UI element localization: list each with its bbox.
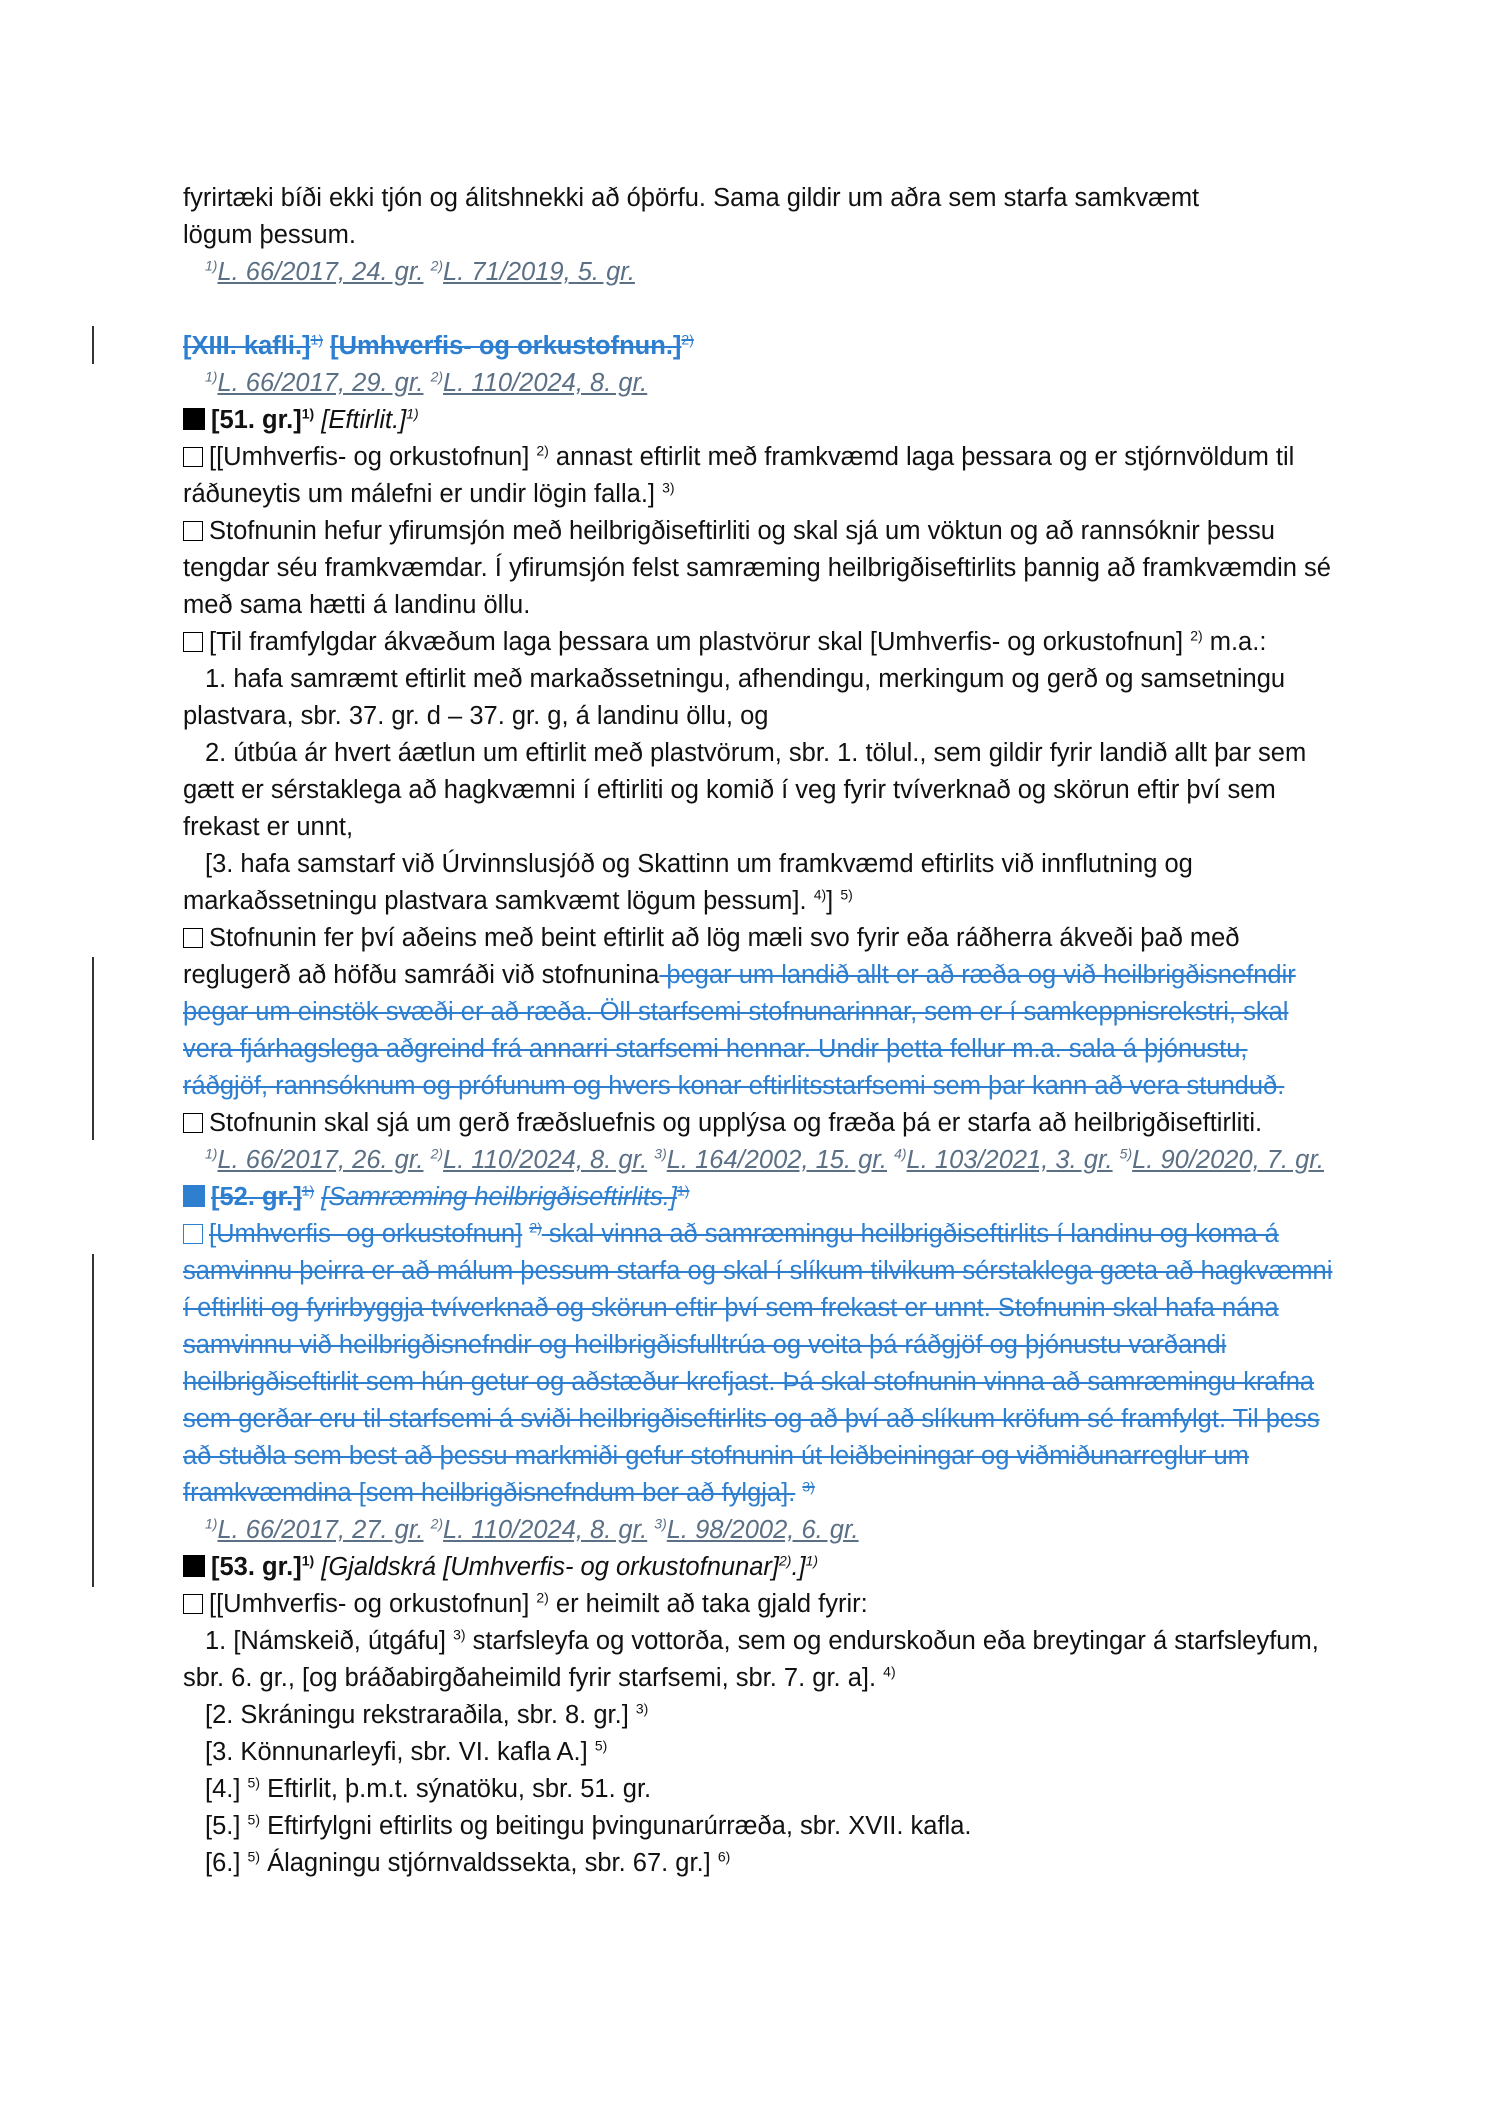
ref-link[interactable]: L. 66/2017, 27. gr.: [217, 1516, 424, 1544]
paragraph-marker-icon: [183, 447, 203, 467]
footnote-refs: $^{1)}$L. 66/2017, 26. gr. $^{2)}$L. 110/2024, 8. gr. $^{3)}$L. 164/2002, 15. gr. $^{4)}$L. 103/2021, 3. gr. $^{5)}$L. 90/2020, 7. gr.: [205, 1145, 1324, 1174]
list-item: [6.] $^{5)}$ Álagningu stjórnvaldssekta, sbr. 67. gr.] $^{6)}$: [205, 1848, 731, 1877]
article-heading: [52. gr.]$^{1)}$ [Samræming heilbrigðiseftirlits.]$^{1)}$: [183, 1179, 1333, 1216]
list-item: [4.] $^{5)}$ Eftirlit, þ.m.t. sýnatöku, sbr. 51. gr.: [205, 1774, 652, 1803]
ref-link[interactable]: L. 71/2019, 5. gr.: [443, 258, 635, 286]
paragraph: [[Umhverfis- og orkustofnun] $^{2)}$ annast eftirlit með framkvæmd laga þessara og er stjórnvöldum til ráðuneytis um málefni er undir lögin falla.] $^{3)}$: [183, 442, 1295, 508]
article-marker-icon: [183, 1555, 205, 1577]
paragraph: [Til framfylgdar ákvæðum laga þessara um plastvörur skal [Umhverfis- og orkustofnun] $^{2)}$ m.a.:: [183, 624, 1333, 661]
ref-link[interactable]: L. 90/2020, 7. gr.: [1132, 1146, 1324, 1174]
change-bar: [92, 1254, 94, 1587]
list-item: 1. [Námskeið, útgáfu] $^{3)}$ starfsleyfa og vottorða, sem og endurskoðun eða breytingar á starfsleyfum, sbr. 6. gr., [og bráðabirgðaheimild fyrir starfsemi, sbr. 7. gr. a]. $^{4)}$: [183, 1626, 1319, 1692]
list-item: [5.] $^{5)}$ Eftirfylgni eftirlits og beitingu þvingunarúrræða, sbr. XVII. kafla.: [205, 1811, 972, 1840]
ref-link[interactable]: L. 110/2024, 8. gr.: [443, 1146, 648, 1174]
chapter-heading: [XIII. kafli.]$^{1)}$ [Umhverfis- og orkustofnun.]$^{2)}$: [183, 331, 694, 360]
article-heading: [53. gr.]$^{1)}$ [Gjaldskrá [Umhverfis- og orkustofnunar]$^{2)}$.]$^{1)}$: [183, 1549, 1333, 1586]
ref-link[interactable]: L. 66/2017, 29. gr.: [217, 369, 424, 397]
list-item: [3. hafa samstarf við Úrvinnslusjóð og Skattinn um framkvæmd eftirlits við innflutning og markaðssetningu plastvara samkvæmt lögum þessum]. $^{4)}$] $^{5)}$: [183, 850, 1193, 915]
ref-link[interactable]: L. 66/2017, 26. gr.: [217, 1146, 424, 1174]
list-item: [2. Skráningu rekstraraðila, sbr. 8. gr.] $^{3)}$: [205, 1700, 649, 1729]
list-item: 2. útbúa ár hvert áætlun um eftirlit með plastvörum, sbr. 1. tölul., sem gildir fyrir landið allt þar sem gætt er sérstaklega að hagkvæmni í eftirliti og komið í veg fyrir tvíverknað og skörun eftir því sem frekast er unnt,: [183, 739, 1307, 841]
paragraph: [Umhverfis- og orkustofnun] $^{2)}$ skal vinna að samræmingu heilbrigðiseftirlits í landinu og koma á samvinnu þeirra er að málum þessum starfa og skal í slíkum tilvikum sérstaklega gæta að hagkvæmni í eftirliti og fyrirbyggja tvíverknað og skörun eftir því sem frekast er unnt. Stofnunin skal hafa nána samvinnu við heilbrigðisnefndir og heilbrigðisfulltrúa og veita þá ráðgjöf og þjónustu varðandi heilbrigðiseftirlit sem hún getur og aðstæður krefjast. Þá skal stofnunin vinna að samræmingu krafna sem gerðar eru til starfsemi á sviði heilbrigðiseftirlits og að því að slíkum kröfum sé framfylgt. Til þess að stuðla sem best að þessu markmiði gefur stofnunin út leiðbeiningar og viðmiðunarreglur um framkvæmdina [sem heilbrigðisnefndum ber að fylgja]. $^{3)}$: [183, 1219, 1333, 1507]
change-bar: [92, 326, 94, 364]
list-item: [3. Könnunarleyfi, sbr. VI. kafla A.] $^{5)}$: [205, 1737, 608, 1766]
ref-link[interactable]: L. 110/2024, 8. gr.: [443, 369, 648, 397]
paragraph-marker-icon: [183, 1224, 203, 1244]
paragraph-marker-icon: [183, 1594, 203, 1614]
ref-link[interactable]: L. 103/2021, 3. gr.: [906, 1146, 1113, 1174]
paragraph-marker-icon: [183, 1113, 203, 1133]
paragraph-marker-icon: [183, 928, 203, 948]
change-bar: [92, 957, 94, 1140]
article-marker-icon: [183, 1185, 205, 1207]
paragraph: Stofnunin hefur yfirumsjón með heilbrigðiseftirliti og skal sjá um vöktun og að rannsóknir þessu tengdar séu framkvæmdar. Í yfirumsjón felst samræming heilbrigðiseftirlits þannig að framkvæmdin sé með sama hætti á landinu öllu.: [183, 517, 1331, 619]
intro-text: fyrirtæki bíði ekki tjón og álitshnekki að óþörfu. Sama gildir um aðra sem starfa samkvæmt lögum þessum.: [183, 184, 1200, 249]
paragraph: Stofnunin fer því aðeins með beint eftirlit að lög mæli svo fyrir eða ráðherra ákveði það með reglugerð að höfðu samráði við stofnunina þegar um landið allt er að ræða og við heilbrigðisnefndir þegar um einstök svæði er að ræða. Öll starfsemi stofnunarinnar, sem er í samkeppnisrekstri, skal vera fjárhagslega aðgreind frá annarri starfsemi hennar. Undir þetta fellur m.a. sala á þjónustu, ráðgjöf, rannsóknum og prófunum og hvers konar eftirlitsstarfsemi sem þar kann að vera stunduð.: [183, 924, 1296, 1100]
footnote-refs: $^{1)}$L. 66/2017, 29. gr. $^{2)}$L. 110/2024, 8. gr.: [205, 368, 648, 397]
ref-link[interactable]: L. 164/2002, 15. gr.: [666, 1146, 887, 1174]
ref-link[interactable]: L. 66/2017, 24. gr.: [217, 258, 424, 286]
footnote-refs: $^{1)}$L. 66/2017, 27. gr. $^{2)}$L. 110/2024, 8. gr. $^{3)}$L. 98/2002, 6. gr.: [205, 1515, 859, 1544]
ref-link[interactable]: L. 110/2024, 8. gr.: [443, 1516, 648, 1544]
ref-link[interactable]: L. 98/2002, 6. gr.: [666, 1516, 859, 1544]
deleted-text: þegar um landið allt er að ræða og við heilbrigðisnefndir þegar um einstök svæði er að ræða. Öll starfsemi stofnunarinnar, sem er í samkeppnisrekstri, skal vera fjárhagslega aðgreind frá annarri starfsemi hennar. Undir þetta fellur m.a. sala á þjónustu, ráðgjöf, rannsóknum og prófunum og hvers konar eftirlitsstarfsemi sem þar kann að vera stunduð.: [183, 961, 1296, 1100]
list-item: 1. hafa samræmt eftirlit með markaðssetningu, afhendingu, merkingum og gerð og samsetningu plastvara, sbr. 37. gr. d – 37. gr. g, á landinu öllu, og: [183, 665, 1286, 730]
document-page: [183, 180, 1333, 1882]
article-marker-icon: [183, 408, 205, 430]
paragraph-marker-icon: [183, 521, 203, 541]
footnote-refs: $^{1)}$L. 66/2017, 24. gr. $^{2)}$L. 71/2019, 5. gr.: [205, 257, 635, 286]
paragraph: Stofnunin skal sjá um gerð fræðsluefnis og upplýsa og fræða þá er starfa að heilbrigðiseftirliti.: [183, 1105, 1333, 1142]
paragraph-marker-icon: [183, 632, 203, 652]
paragraph: [[Umhverfis- og orkustofnun] $^{2)}$ er heimilt að taka gjald fyrir:: [183, 1586, 1333, 1623]
article-heading: [51. gr.]$^{1)}$ [Eftirlit.]$^{1)}$: [183, 402, 1333, 439]
